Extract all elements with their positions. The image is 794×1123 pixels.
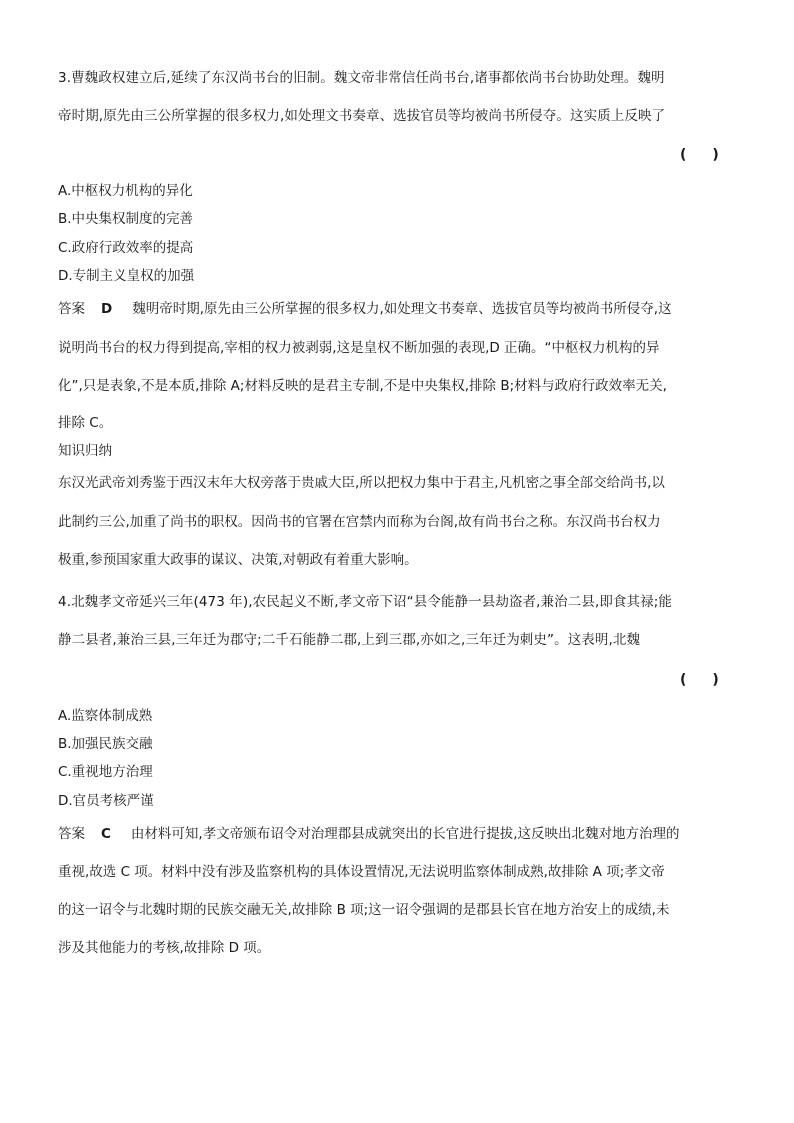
- knowledge-summary-title: 知识归纳: [58, 443, 112, 459]
- bracket-close: ): [712, 672, 719, 688]
- question-4-answer-line-3: 的这一诏令与北魏时期的民族交融无关,故排除 B 项;这一诏令强调的是郡县长官在地方治安上的成绩,未: [58, 902, 670, 918]
- question-3-option-c: C.政府行政效率的提高: [58, 240, 194, 256]
- answer-letter: C: [101, 826, 111, 842]
- question-3-stem-line-2: 帝时期,原先由三公所掌握的很多权力,如处理文书奏章、选拔官员等均被尚书所侵夺。这实质上反映了: [58, 108, 666, 124]
- question-3-answer-line-1: [58, 299, 724, 319]
- bracket-open: (: [680, 147, 687, 163]
- question-4-answer-line-4: 涉及其他能力的考核,故排除 D 项。: [58, 940, 271, 956]
- answer-label: 答案: [58, 301, 85, 317]
- answer-letter: D: [101, 301, 113, 317]
- question-3-answer-line-4: 排除 C。: [58, 415, 113, 431]
- question-4-stem-line-1: 4.北魏孝文帝延兴三年(473 年),农民起义不断,孝文帝下诏“县令能静一县劫盗者,兼治二县,即食其禄;能: [58, 594, 672, 610]
- knowledge-summary-line-2: 此制约三公,加重了尚书的职权。因尚书的官署在宫禁内而称为台阁,故有尚书台之称。东汉尚书台权力: [58, 514, 661, 530]
- knowledge-summary-line-3: 极重,参预国家重大政事的谋议、决策,对朝政有着重大影响。: [58, 552, 418, 568]
- question-3-option-b: B.中央集权制度的完善: [58, 211, 194, 227]
- question-3-option-d: D.专制主义皇权的加强: [58, 268, 195, 284]
- question-4-option-c: C.重视地方治理: [58, 764, 153, 780]
- question-4-answer-line-2: 重视,故选 C 项。材料中没有涉及监察机构的具体设置情况,无法说明监察体制成熟,故排除 A 项;孝文帝: [58, 864, 665, 880]
- question-3-answer-line-2: 说明尚书台的权力得到提高,宰相的权力被剥弱,这是皇权不断加强的表现,D 正确。“中枢权力机构的异: [58, 340, 660, 356]
- bracket-open: (: [680, 672, 687, 688]
- answer-label: 答案: [58, 826, 85, 842]
- question-4-option-b: B.加强民族交融: [58, 736, 153, 752]
- question-4-answer-bracket: [680, 670, 719, 690]
- question-4-option-a: A.监察体制成熟: [58, 708, 153, 724]
- answer-text: 魏明帝时期,原先由三公所掌握的很多权力,如处理文书奏章、选拔官员等均被尚书所侵夺,这: [132, 301, 672, 317]
- question-3-answer-bracket: [680, 145, 719, 165]
- question-3-option-a: A.中枢权力机构的异化: [58, 183, 193, 199]
- question-3-answer-line-3: 化”,只是表象,不是本质,排除 A;材料反映的是君主专制,不是中央集权,排除 B;材料与政府行政效率无关,: [58, 378, 667, 394]
- question-4-answer-line-1: [58, 824, 724, 844]
- question-3-stem-line-1: 3.曹魏政权建立后,延续了东汉尚书台的旧制。魏文帝非常信任尚书台,诸事都依尚书台协助处理。魏明: [58, 70, 665, 86]
- answer-text: 由材料可知,孝文帝颁布诏令对治理郡县成就突出的长官进行提拔,这反映出北魏对地方治理的: [130, 826, 680, 842]
- knowledge-summary-line-1: 东汉光武帝刘秀鉴于西汉末年大权旁落于贵戚大臣,所以把权力集中于君主,凡机密之事全部交给尚书,以: [58, 475, 665, 491]
- bracket-close: ): [712, 147, 719, 163]
- question-4-option-d: D.官员考核严谨: [58, 793, 154, 809]
- question-4-stem-line-2: 静二县者,兼治三县,三年迁为郡守;二千石能静二郡,上到三郡,亦如之,三年迁为刺史”。这表明,北魏: [58, 632, 641, 648]
